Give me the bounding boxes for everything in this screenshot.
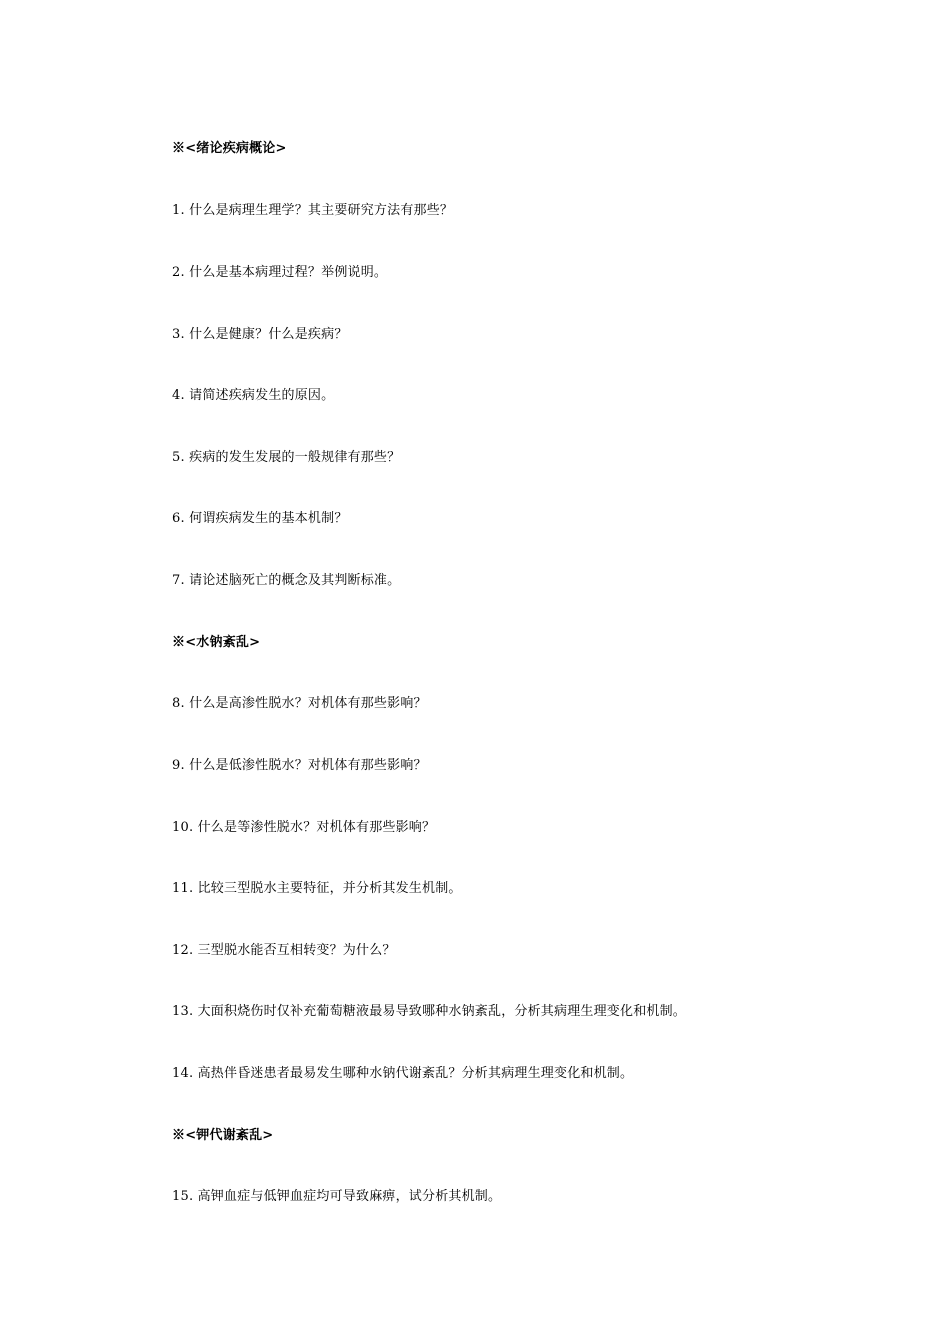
question-item-9: 9. 什么是低渗性脱水？对机体有那些影响？ — [172, 758, 427, 773]
question-item-13: 13. 大面积烧伤时仅补充葡萄糖液最易导致哪种水钠紊乱，分析其病理生理变化和机制。 — [172, 1004, 687, 1019]
question-item-6: 6. 何谓疾病发生的基本机制？ — [172, 511, 348, 526]
question-item-10: 10. 什么是等渗性脱水？对机体有那些影响？ — [172, 820, 436, 835]
question-item-1: 1. 什么是病理生理学？其主要研究方法有那些？ — [172, 203, 454, 218]
question-item-12: 12. 三型脱水能否互相转变？为什么？ — [172, 943, 396, 958]
question-item-5: 5. 疾病的发生发展的一般规律有那些？ — [172, 450, 401, 465]
question-item-14: 14. 高热伴昏迷患者最易发生哪种水钠代谢紊乱？分析其病理生理变化和机制。 — [172, 1066, 634, 1081]
question-item-2: 2. 什么是基本病理过程？举例说明。 — [172, 265, 388, 280]
question-item-15: 15. 高钾血症与低钾血症均可导致麻痹，试分析其机制。 — [172, 1189, 502, 1204]
section-heading-water-sodium: ※<水钠紊乱> — [172, 635, 261, 650]
question-item-11: 11. 比较三型脱水主要特征，并分析其发生机制。 — [172, 881, 462, 896]
question-item-3: 3. 什么是健康？什么是疾病？ — [172, 327, 348, 342]
section-heading-potassium: ※<钾代谢紊乱> — [172, 1128, 274, 1143]
question-item-8: 8. 什么是高渗性脱水？对机体有那些影响？ — [172, 696, 427, 711]
section-heading-intro: ※<绪论疾病概论> — [172, 141, 287, 156]
question-item-4: 4. 请简述疾病发生的原因。 — [172, 388, 335, 403]
question-item-7: 7. 请论述脑死亡的概念及其判断标准。 — [172, 573, 401, 588]
